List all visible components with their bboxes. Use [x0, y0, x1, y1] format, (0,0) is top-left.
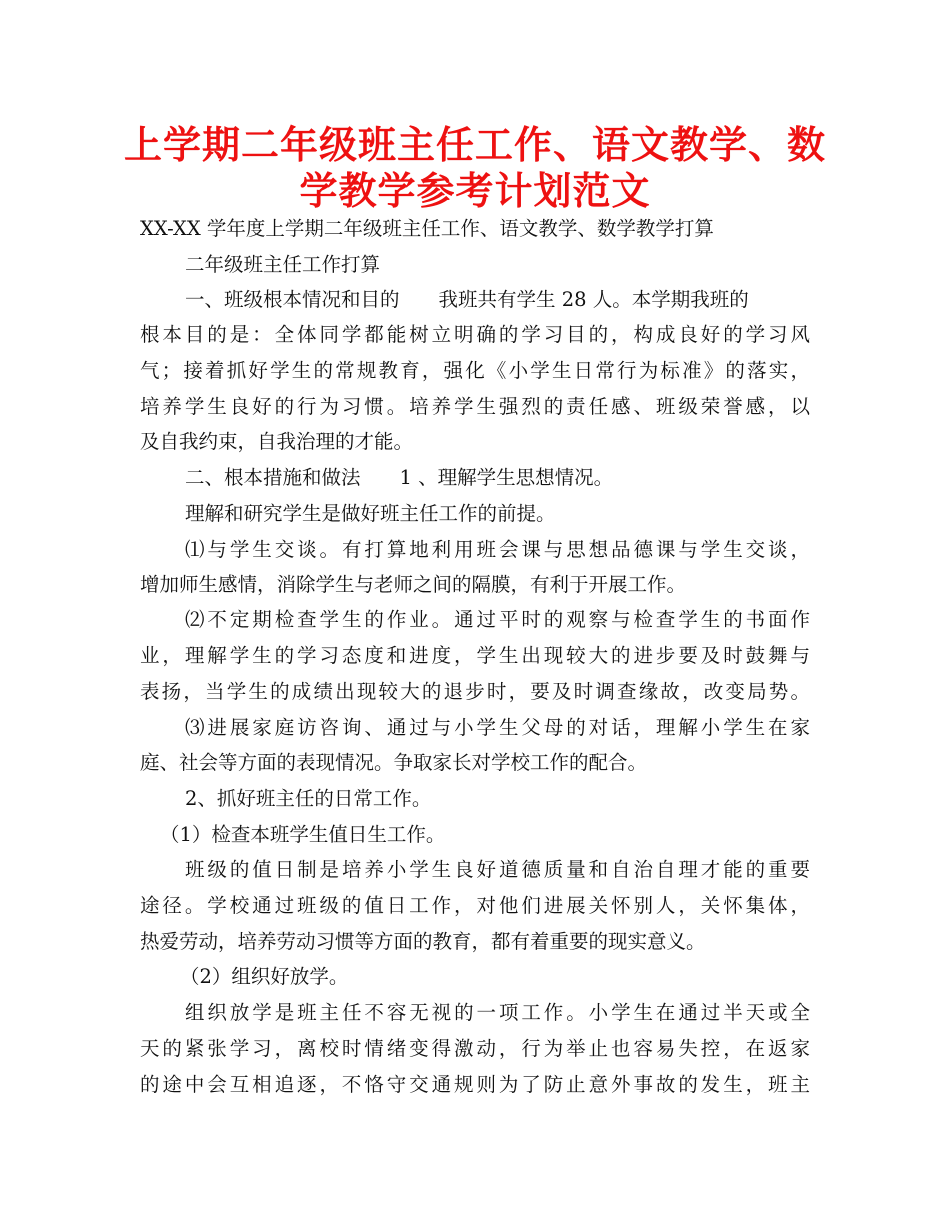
- paragraph-line: ⑵不定期检查学生的作业。通过平时的观察与检查学生的书面作: [185, 608, 810, 631]
- subsection-heading: （1）检查本班学生值日生工作。: [160, 823, 446, 846]
- section-heading: 二年级班主任工作打算: [185, 253, 381, 276]
- paragraph-line: ⑴与学生交谈。有打算地利用班会课与思想品德课与学生交谈，: [185, 538, 810, 561]
- paragraph-line: 培养学生良好的行为习惯。培养学生强烈的责任感、班级荣誉感，以: [140, 395, 810, 418]
- paragraph-line: 理解和研究学生是做好班主任工作的前提。: [185, 502, 556, 525]
- section-heading: 2、抓好班主任的日常工作。: [185, 787, 432, 810]
- section-heading: 二、根本措施和做法 1 、理解学生思想情况。: [185, 466, 614, 489]
- paragraph-line: 表扬，当学生的成绩出现较大的退步时，要及时调查缘故，改变局势。: [140, 680, 810, 703]
- subtitle-line: XX-XX 学年度上学期二年级班主任工作、语文教学、数学教学打算: [140, 217, 714, 240]
- paragraph-line: 气；接着抓好学生的常规教育，强化《小学生日常行为标准》的落实，: [140, 359, 810, 382]
- document-title-line-2: 学教学参考计划范文: [299, 168, 651, 213]
- paragraph-line: 根本目的是：全体同学都能树立明确的学习目的，构成良好的学习风: [140, 323, 810, 346]
- paragraph-line: 一、班级根本情况和目的 我班共有学生 28 人。本学期我班的: [185, 288, 749, 311]
- paragraph-line: 热爱劳动，培养劳动习惯等方面的教育，都有着重要的现实意义。: [140, 930, 706, 953]
- paragraph-line: 及自我约束，自我治理的才能。: [140, 430, 414, 453]
- paragraph-line: 业，理解学生的学习态度和进度，学生出现较大的进步要及时鼓舞与: [140, 644, 810, 667]
- subsection-heading: （2）组织好放学。: [180, 965, 349, 988]
- paragraph-line: 班级的值日制是培养小学生良好道德质量和自治自理才能的重要: [185, 858, 810, 881]
- paragraph-line: 天的紧张学习，离校时情绪变得激动，行为举止也容易失控，在返家: [140, 1037, 810, 1060]
- paragraph-line: ⑶进展家庭访咨询、通过与小学生父母的对话，理解小学生在家: [185, 716, 810, 739]
- paragraph-line: 增加师生感情，消除学生与老师之间的隔膜，有利于开展工作。: [140, 573, 687, 596]
- paragraph-line: 的途中会互相追逐，不恪守交通规则为了防止意外事故的发生，班主: [140, 1073, 810, 1096]
- document-title-line-1: 上学期二年级班主任工作、语文教学、数: [123, 122, 826, 167]
- paragraph-line: 组织放学是班主任不容无视的一项工作。小学生在通过半天或全: [185, 1001, 810, 1024]
- paragraph-line: 途径。学校通过班级的值日工作，对他们进展关怀别人，关怀集体，: [140, 894, 810, 917]
- paragraph-line: 庭、社会等方面的表现情况。争取家长对学校工作的配合。: [140, 751, 648, 774]
